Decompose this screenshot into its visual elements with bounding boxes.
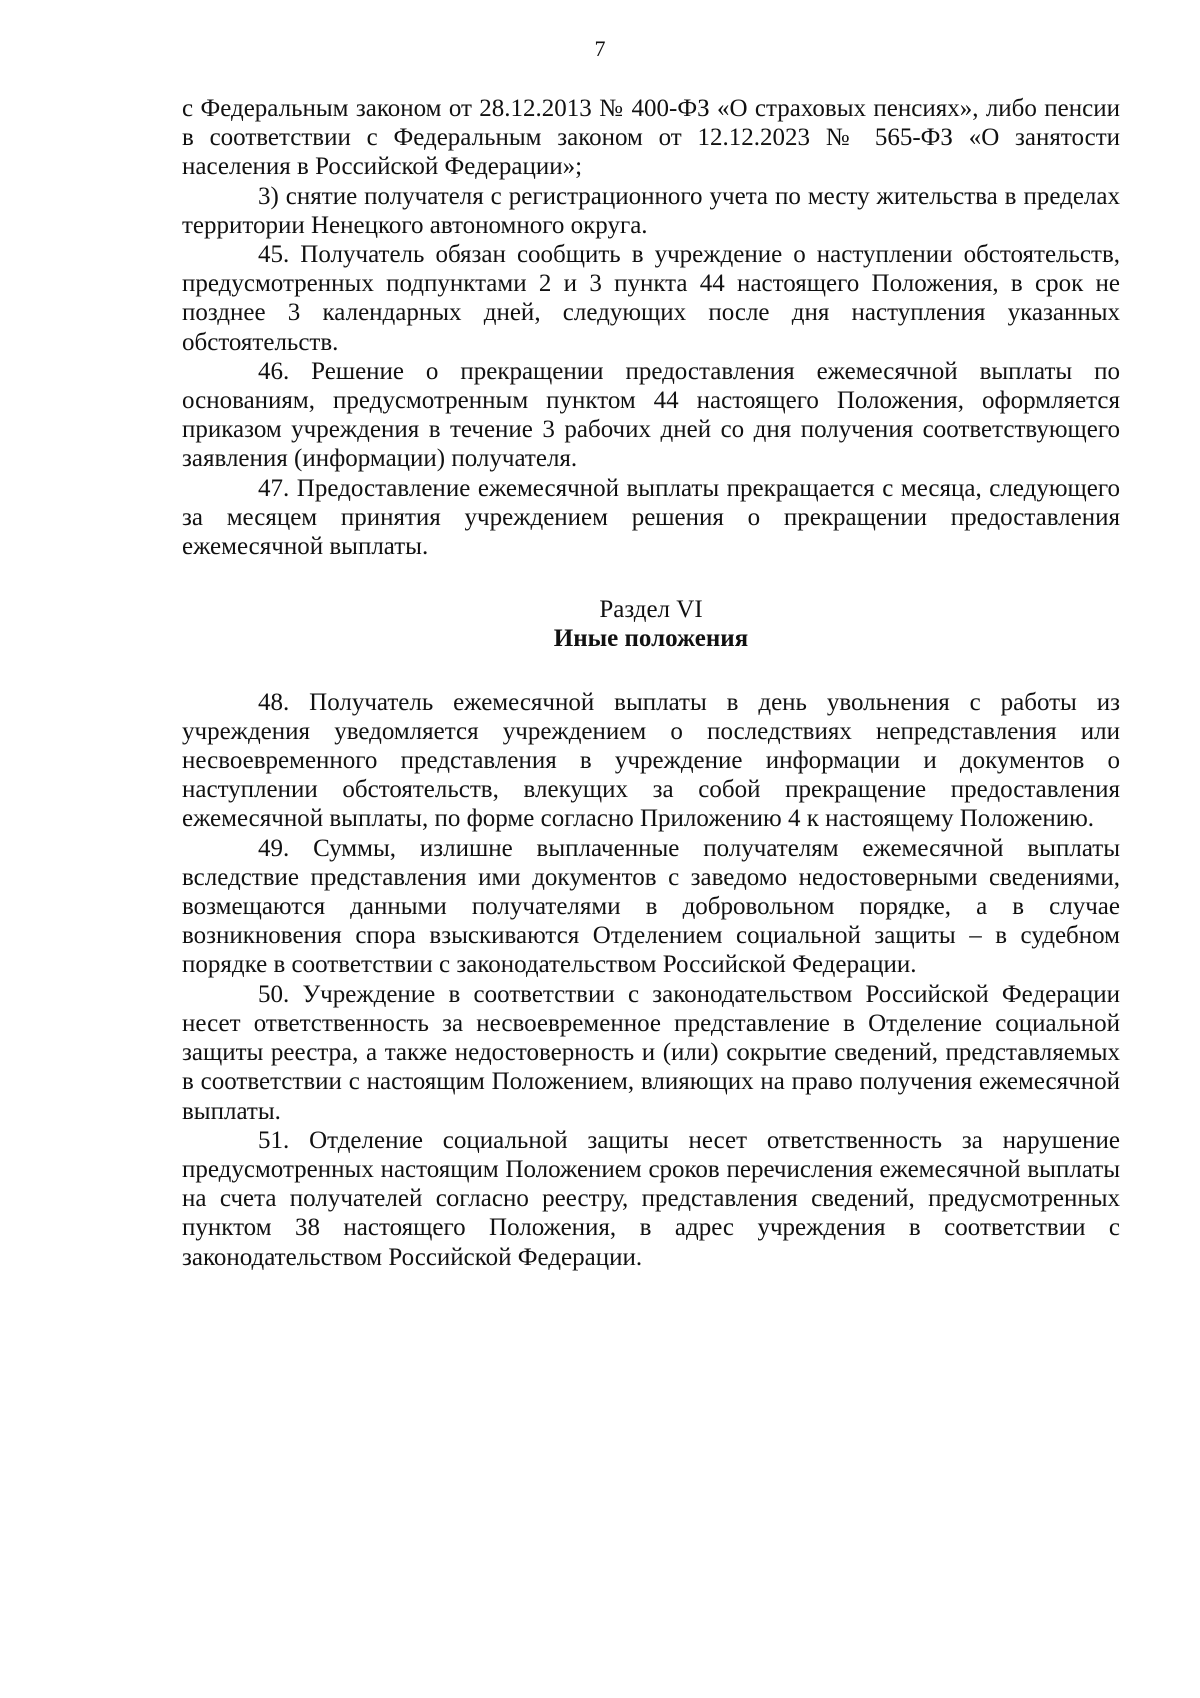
paragraph-51: 51. Отделение социальной защиты несет ответственность за нарушение предусмотренных настоящим Положением сроков перечисления ежемесячной выплаты на счета получателей согласно реестру, представления сведений, предусмотренных пунктом 38 настоящего Положения, в адрес учреждения в соответствии с законодательством Российской Федерации.	[182, 1126, 1120, 1271]
document-body	[182, 94, 1120, 1272]
paragraph-continuation: с Федеральным законом от 28.12.2013 № 400-ФЗ «О страховых пенсиях», либо пенсии в соответствии с Федеральным законом от 12.12.2023 № 565-ФЗ «О занятости населения в Российской Федерации»;	[182, 95, 1120, 181]
paragraph-49: 49. Суммы, излишне выплаченные получателям ежемесячной выплаты вследствие представления ими документов с заведомо недостоверными сведениями, возмещаются данными получателями в добровольном порядке, а в случае возникновения спора взыскиваются Отделением социальной защиты – в судебном порядке в соответствии с законодательством Российской Федерации.	[182, 834, 1120, 979]
paragraph-46: 46. Решение о прекращении предоставления ежемесячной выплаты по основаниям, предусмотренным пунктом 44 настоящего Положения, оформляется приказом учреждения в течение 3 рабочих дней со дня получения соответствующего заявления (информации) получателя.	[182, 357, 1120, 473]
section-number: Раздел VI	[599, 596, 703, 624]
paragraph-47: 47. Предоставление ежемесячной выплаты прекращается с месяца, следующего за месяцем принятия учреждением решения о прекращении предоставления ежемесячной выплаты.	[182, 474, 1120, 561]
paragraph-subitem-3: 3) снятие получателя с регистрационного учета по месту жительства в пределах территории Ненецкого автономного округа.	[182, 182, 1120, 239]
page-number: 7	[594, 36, 606, 61]
section-heading	[182, 595, 1120, 653]
section-title: Иные положения	[553, 625, 749, 653]
paragraph-50: 50. Учреждение в соответствии с законодательством Российской Федерации несет ответственность за несвоевременное представление в Отделение социальной защиты реестра, а также недостоверность и (или) сокрытие сведений, представляемых в соответствии с настоящим Положением, влияющих на право получения ежемесячной выплаты.	[182, 980, 1120, 1125]
paragraph-45: 45. Получатель обязан сообщить в учреждение о наступлении обстоятельств, предусмотренных подпунктами 2 и 3 пункта 44 настоящего Положения, в срок не позднее 3 календарных дней, следующих после дня наступления указанных обстоятельств.	[182, 241, 1120, 356]
paragraph-48: 48. Получатель ежемесячной выплаты в день увольнения с работы из учреждения уведомляется учреждением о последствиях непредставления или несвоевременного представления в учреждение информации и документов о наступлении обстоятельств, влекущих за собой прекращение предоставления ежемесячной выплаты, по форме согласно Приложению 4 к настоящему Положению.	[182, 688, 1120, 833]
